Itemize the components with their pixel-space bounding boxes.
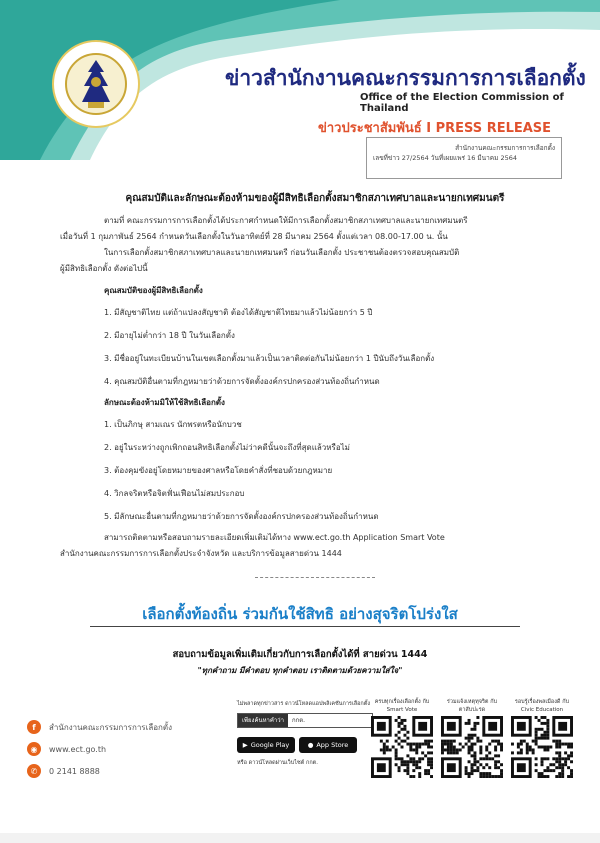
qr-smart-vote[interactable] [366, 698, 438, 782]
ect-logo [52, 40, 140, 128]
hotline-text: สอบถามข้อมูลเพิ่มเติมเกี่ยวกับการเลือกตั้งได้ที่ สายด่วน 1444 [172, 649, 428, 660]
info-number-date: เลขที่ข่าว 27/2564 วันที่เผยแพร่ 16 มีนาคม 2564 [373, 154, 518, 163]
divider [90, 626, 520, 627]
qr-code-icon [441, 716, 503, 778]
closing-line: สำนักงานคณะกรรมการการเลือกตั้งประจำจังหวัด และบริการข้อมูลสายด่วน 1444 [60, 549, 342, 558]
qr-caption-line: ครบทุกเรื่องเลือกตั้ง กับ [374, 699, 430, 705]
closing-line: สามารถติดตามหรือสอบถามรายละเอียดเพิ่มเติมได้ทาง www.ect.go.th Application Smart Vote [104, 533, 445, 542]
qr-civic-education[interactable] [506, 698, 578, 782]
list-item: 1. มีสัญชาติไทย แต่ถ้าแปลงสัญชาติ ต้องได้สัญชาติไทยมาแล้วไม่น้อยกว่า 5 ปี [104, 308, 373, 317]
qr-caption-line: Smart Vote [386, 707, 418, 713]
google-play-icon: ▶ [242, 741, 248, 749]
qr-caption [506, 698, 578, 714]
app-search-label: เพียงค้นหาคำว่า [238, 714, 288, 727]
info-office: สำนักงานคณะกรรมการการเลือกตั้ง [455, 144, 555, 152]
release-info-box [366, 137, 562, 179]
list-item: 3. ต้องคุมขังอยู่โดยหมายของศาลหรือโดยคำสั่งที่ชอบด้วยกฎหมาย [104, 466, 333, 475]
list-item: 3. มีชื่ออยู่ในทะเบียนบ้านในเขตเลือกตั้งมาแล้วเป็นเวลาติดต่อกันไม่น้อยกว่า 1 ปีนับถึงวันเลือกตั้ง [104, 354, 435, 363]
phone-icon: ✆ [27, 764, 41, 778]
phone-number: 0 2141 8888 [49, 766, 100, 776]
document-body [60, 213, 582, 562]
website-url: www.ect.go.th [49, 744, 107, 754]
org-title-th: ข่าวสำนักงานคณะกรรมการการเลือกตั้ง [225, 66, 586, 90]
apple-icon: ● [307, 741, 314, 749]
intro-line: ตามที่ คณะกรรมการการเลือกตั้งได้ประกาศกำหนดให้มีการเลือกตั้งสมาชิกสภาเทศบาลและนายกเทศมนตรี [104, 216, 468, 225]
campaign-slogan: เลือกตั้งท้องถิ่น ร่วมกันใช้สิทธิ อย่างสุจริตโปร่งใส [142, 605, 458, 623]
list-item: 2. อยู่ในระหว่างถูกเพิกถอนสิทธิเลือกตั้งไม่ว่าคดีนั้นจะถึงที่สุดแล้วหรือไม่ [104, 443, 350, 452]
google-play-label: Google Play [250, 741, 290, 749]
google-play-button[interactable] [237, 737, 295, 753]
app-search-hint [237, 713, 373, 728]
app-search-value: กกต. [292, 717, 306, 724]
facebook-link[interactable] [27, 720, 172, 734]
app-note: หรือ ดาวน์โหลดผ่านเว็บไซต์ กกต. [237, 760, 318, 766]
intro-line: ผู้มีสิทธิเลือกตั้ง ดังต่อไปนี้ [60, 264, 148, 273]
press-release-label: ข่าวประชาสัมพันธ์ I PRESS RELEASE [318, 121, 552, 136]
app-store-button[interactable] [299, 737, 357, 753]
list-item: 5. มีลักษณะอื่นตามที่กฎหมายว่าด้วยการจัดตั้งองค์กรปกครองส่วนท้องถิ่นกำหนด [104, 512, 379, 521]
qr-caption-line: Civic Education [520, 707, 564, 713]
list-item: 4. คุณสมบัติอื่นตามที่กฎหมายว่าด้วยการจัดตั้งองค์กรปกครองส่วนท้องถิ่นกำหนด [104, 377, 380, 386]
qr-caption [366, 698, 438, 714]
globe-icon: ◉ [27, 742, 41, 756]
website-link[interactable] [27, 742, 106, 756]
divider [255, 577, 375, 578]
qr-caption [436, 698, 508, 714]
facebook-icon: f [27, 720, 41, 734]
org-title-en: Office of the Election Commission of Thailand [360, 92, 564, 114]
qr-caption-line: ตาสับปะรด [458, 707, 486, 713]
intro-line: เมื่อวันที่ 1 กุมภาพันธ์ 2564 กำหนดวันเลือกตั้งในวันอาทิตย์ที่ 28 มีนาคม 2564 ตั้งแต่เวลา 08.00-17.00 น. นั้น [60, 232, 448, 241]
app-download-box [237, 700, 373, 767]
intro-line: ในการเลือกตั้งสมาชิกสภาเทศบาลและนายกเทศมนตรี ก่อนวันเลือกตั้ง ประชาชนต้องตรวจสอบคุณสมบัติ [104, 248, 460, 257]
facebook-name: สำนักงานคณะกรรมการการเลือกตั้ง [49, 722, 172, 732]
list-item: 2. มีอายุไม่ต่ำกว่า 18 ปี ในวันเลือกตั้ง [104, 331, 235, 340]
ect-emblem-icon [64, 52, 128, 116]
document-title: คุณสมบัติและลักษณะต้องห้ามของผู้มีสิทธิเลือกตั้งสมาชิกสภาเทศบาลและนายกเทศมนตรี [125, 193, 505, 204]
app-intro: ไม่พลาดทุกข่าวสาร ดาวน์โหลดแอปพลิเคชันการเลือกตั้ง [237, 701, 371, 707]
qr-code-icon [511, 716, 573, 778]
section-qualifications-title: คุณสมบัติของผู้มีสิทธิเลือกตั้ง [104, 286, 203, 295]
app-store-label: App Store [316, 741, 349, 749]
phone-link[interactable] [27, 764, 100, 778]
qr-code-icon [371, 716, 433, 778]
qr-caption-line: รอบรู้เรื่องพลเมืองดี กับ [514, 699, 570, 705]
list-item: 1. เป็นภิกษุ สามเณร นักพรตหรือนักบวช [104, 420, 242, 429]
hotline-tagline: "ทุกคำถาม มีคำตอบ ทุกคำตอบ เราติดตามด้วยความใส่ใจ" [197, 666, 403, 675]
page-bottom-bar [0, 833, 600, 843]
list-item: 4. วิกลจริตหรือจิตฟั่นเฟือนไม่สมประกอบ [104, 489, 245, 498]
qr-caption-line: ร่วมแจ้งเหตุทุจริต กับ [446, 699, 498, 705]
section-prohibitions-title: ลักษณะต้องห้ามมิให้ใช้สิทธิเลือกตั้ง [104, 398, 225, 407]
qr-pineapple-eye[interactable] [436, 698, 508, 782]
